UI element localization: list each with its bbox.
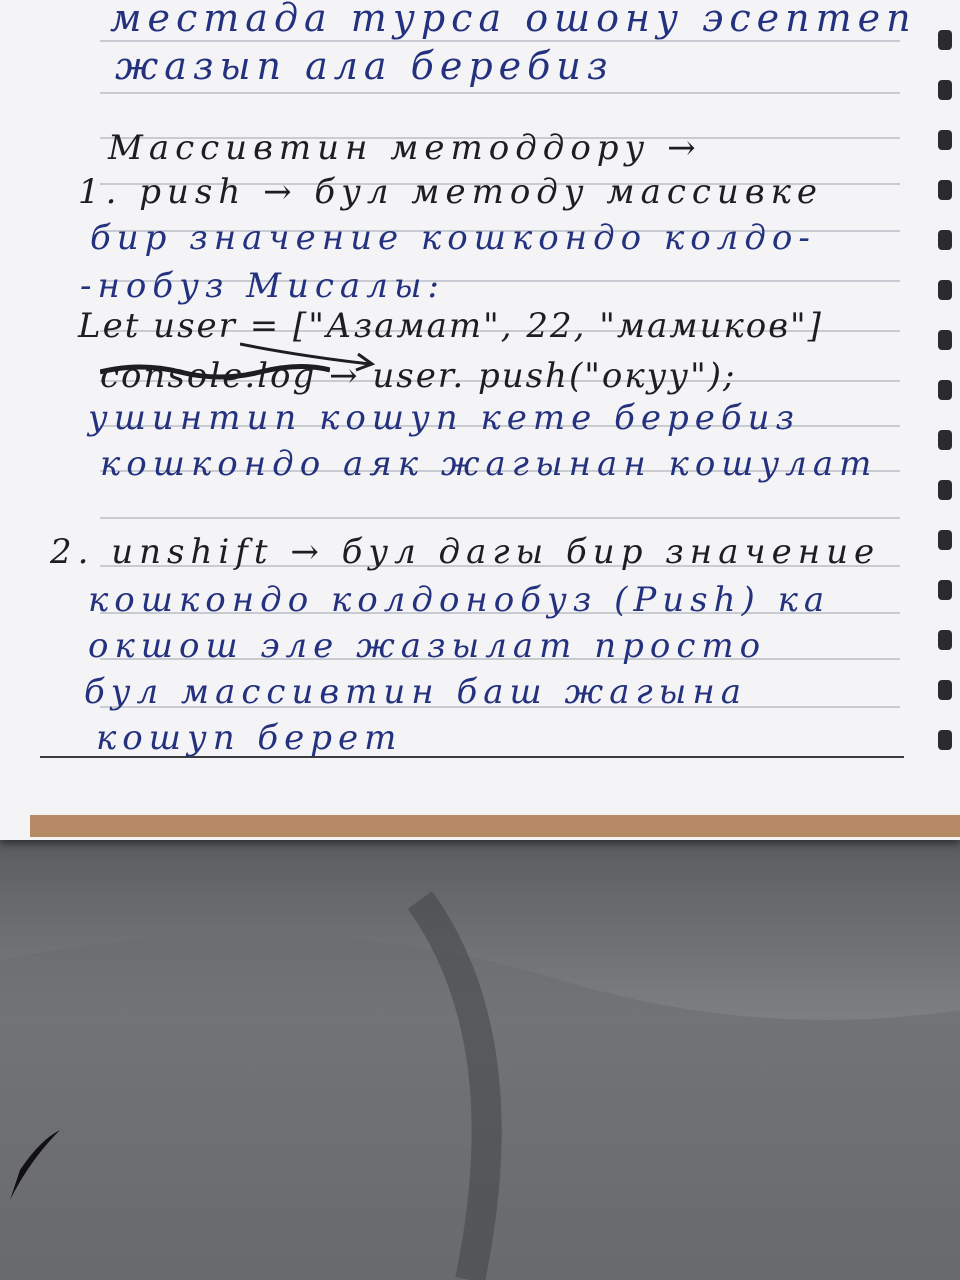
- spiral-binding-icon: [938, 180, 952, 200]
- handwritten-line-12: кошкондо колдонобуз (Push) ка: [88, 580, 831, 620]
- section-heading: Массивтин методдору →: [108, 128, 702, 168]
- code-line-let-user: Let user = ["Азамат", 22, "мамиков"]: [78, 306, 823, 346]
- handwritten-line-6: -нобуз Мисалы:: [80, 266, 445, 306]
- arrow-icon: [240, 336, 380, 376]
- spiral-binding-icon: [938, 330, 952, 350]
- ruled-line: [100, 40, 900, 42]
- spiral-binding-icon: [938, 530, 952, 550]
- ruled-line: [100, 92, 900, 94]
- handwritten-line-15: кошуп берет: [96, 718, 403, 758]
- spiral-binding-icon: [938, 680, 952, 700]
- cardboard-edge: [30, 815, 960, 837]
- handwritten-line-13: окшош эле жазылат просто: [88, 626, 767, 666]
- gray-fabric-background: [0, 840, 960, 1280]
- spiral-binding-icon: [938, 630, 952, 650]
- spiral-binding-icon: [938, 580, 952, 600]
- spiral-binding-icon: [938, 430, 952, 450]
- spiral-binding-icon: [938, 130, 952, 150]
- spiral-binding-icon: [938, 480, 952, 500]
- spiral-binding-icon: [938, 380, 952, 400]
- handwritten-line-push: 1. push → бул методу массивке: [78, 172, 824, 212]
- spiral-binding-icon: [938, 80, 952, 100]
- handwritten-line-9: ушинтип кошуп кете беребиз: [88, 398, 801, 438]
- ruled-line: [100, 517, 900, 519]
- handwritten-line-10: кошкондо аяк жагынан кошулат: [100, 444, 878, 484]
- handwritten-line-14: бул массивтин баш жагына: [84, 672, 747, 712]
- handwritten-line-1: местада турса ошону эсептеп: [110, 0, 917, 40]
- spiral-binding-icon: [938, 230, 952, 250]
- spiral-binding-icon: [938, 730, 952, 750]
- handwritten-line-5: бир значение кошкондо колдо-: [90, 218, 816, 258]
- handwritten-line-unshift: 2. unshift → бул дагы бир значение: [50, 532, 881, 572]
- spiral-binding-icon: [938, 30, 952, 50]
- handwritten-line-2: жазып ала беребиз: [115, 44, 614, 88]
- code-line-push-call: console.log → user. push("окуу");: [100, 356, 737, 396]
- spiral-binding-icon: [938, 280, 952, 300]
